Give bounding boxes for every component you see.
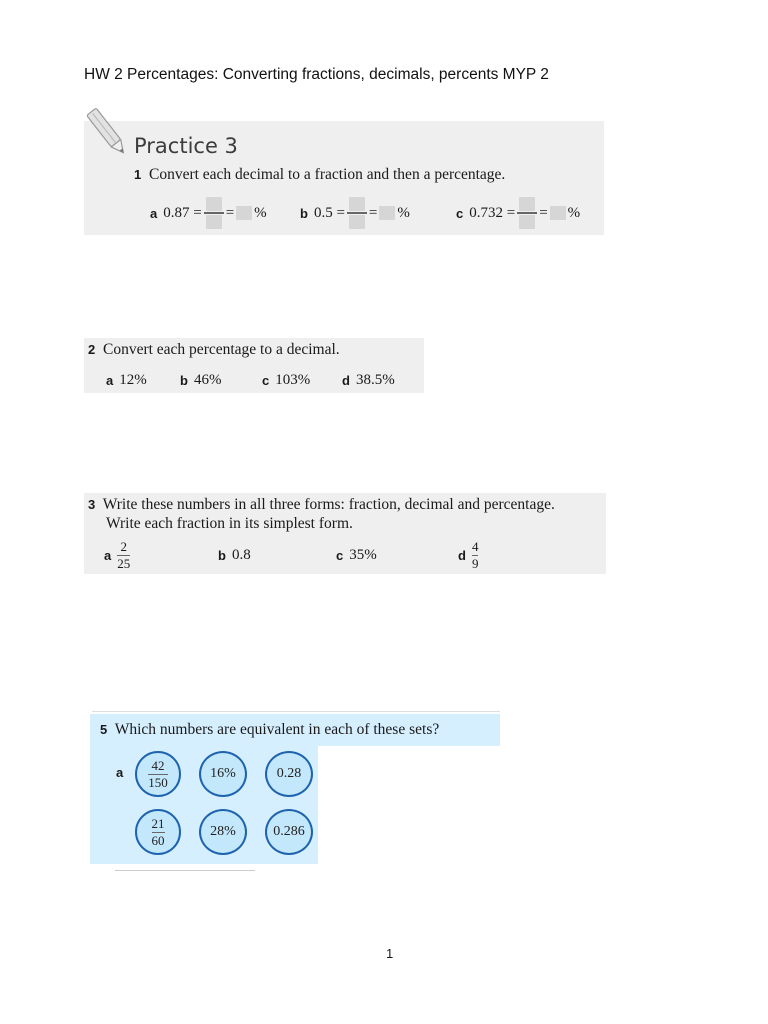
question-3: 3 Write these numbers in all three forms: fraction, decimal and percentage. <box>88 496 555 513</box>
q2-item-d: d 38.5% <box>342 371 395 388</box>
fraction-answer-box[interactable] <box>204 197 224 228</box>
option-circle[interactable]: 28% <box>199 809 247 855</box>
question-text: Convert each decimal to a fraction and then a percentage. <box>148 166 506 183</box>
practice-title: Practice 3 <box>134 134 238 158</box>
pencil-icon <box>86 104 130 162</box>
q1-item-a: a 0.87 = = % <box>150 196 267 230</box>
q3-item-c: c 35% <box>336 546 377 563</box>
divider <box>115 870 255 871</box>
percent-answer-box[interactable] <box>379 206 395 220</box>
question-1 <box>134 166 505 184</box>
q1-item-b: b 0.5 = = % <box>300 196 410 230</box>
percent-answer-box[interactable] <box>236 206 252 220</box>
question-text: Which numbers are equivalent in each of these sets? <box>114 721 440 738</box>
option-circle[interactable]: 0.28 <box>265 751 313 797</box>
option-circle[interactable]: 42 150 <box>135 751 181 797</box>
q1-item-c: c 0.732 = = % <box>456 196 580 230</box>
q3-item-a: a 2 25 <box>104 538 131 571</box>
option-circle[interactable]: 0.286 <box>265 809 313 855</box>
question-3-subtext: Write each fraction in its simplest form. <box>106 515 353 532</box>
question-text: Write these numbers in all three forms: fraction, decimal and percentage. <box>102 496 555 513</box>
q2-item-b: b 46% <box>180 371 222 388</box>
option-circle[interactable]: 16% <box>199 751 247 797</box>
fraction: 4 9 <box>471 538 479 571</box>
question-5: 5 Which numbers are equivalent in each of these sets? <box>100 721 440 738</box>
q3-item-d: d 4 9 <box>458 538 479 571</box>
fraction-answer-box[interactable] <box>517 197 537 228</box>
percent-answer-box[interactable] <box>550 206 566 220</box>
divider <box>92 711 500 712</box>
page-number: 1 <box>386 946 394 961</box>
q2-item-a: a 12% <box>106 371 147 388</box>
set-label: a <box>116 765 124 780</box>
q3-item-b: b 0.8 <box>218 546 251 563</box>
option-circle[interactable]: 21 60 <box>135 809 181 855</box>
fraction: 2 25 <box>117 538 131 571</box>
question-2: 2 Convert each percentage to a decimal. <box>88 341 340 358</box>
question-text: Convert each percentage to a decimal. <box>102 341 340 358</box>
fraction-answer-box[interactable] <box>347 197 367 228</box>
document-title: HW 2 Percentages: Converting fractions, decimals, percents MYP 2 <box>84 66 549 83</box>
q2-item-c: c 103% <box>262 371 311 388</box>
question-number: 1 <box>134 167 142 182</box>
